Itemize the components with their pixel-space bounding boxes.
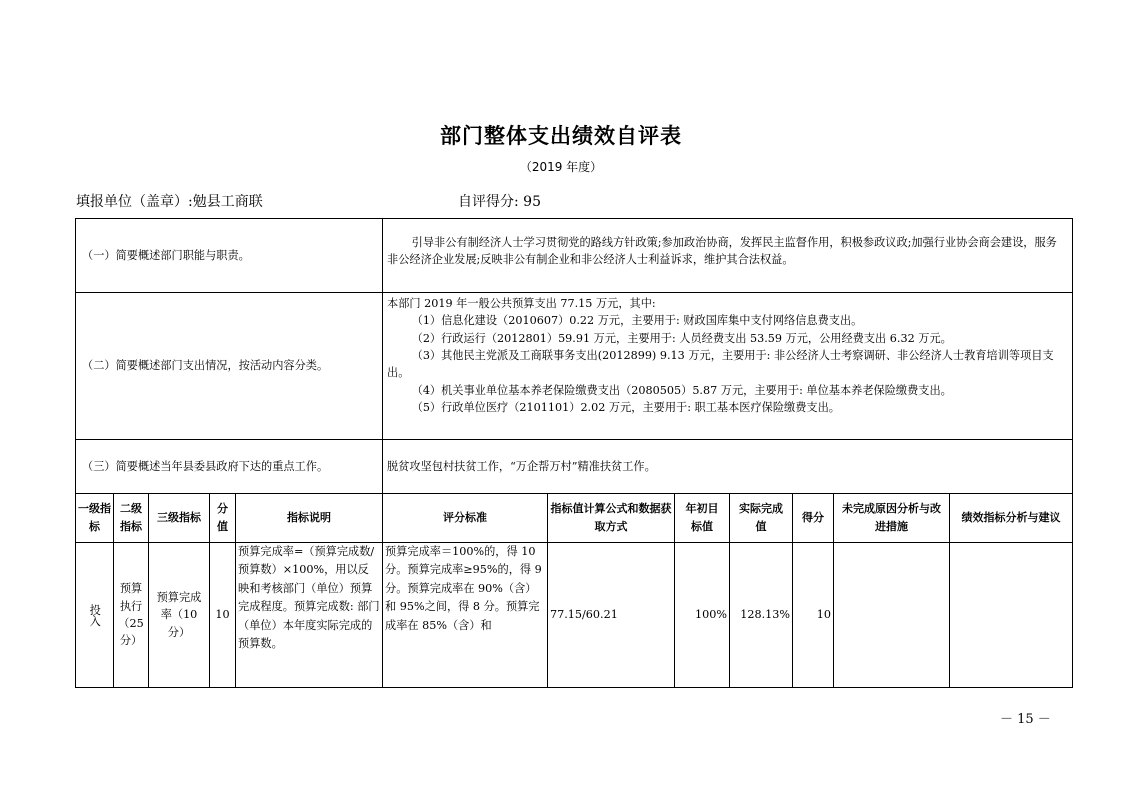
cell-analysis (950, 543, 1073, 688)
cell-score: 10 (793, 543, 834, 688)
header-description: 指标说明 (236, 494, 383, 543)
cell-level3: 预算完成率（10分） (149, 543, 210, 688)
header-weight: 分值 (210, 494, 236, 543)
evaluation-table (75, 218, 1073, 688)
formula-text: 77.15/60.21 (550, 608, 618, 622)
section-2-label: （二）简要概述部门支出情况，按活动内容分类。 (76, 293, 383, 440)
section-1-label: （一）简要概述部门职能与职责。 (76, 219, 383, 293)
header-level2: 二级指标 (114, 494, 149, 543)
cell-criteria: 预算完成率＝100%的，得 10 分。预算完成率≥95%的，得 9 分。预算完成率在 90%（含）和 95%之间，得 8 分。预算完成率在 85%（含）和 (383, 543, 548, 688)
section-3-content (383, 440, 1073, 494)
header-analysis: 绩效指标分析与建议 (950, 494, 1073, 543)
header-formula: 指标值计算公式和数据获取方式 (548, 494, 675, 543)
cell-reason (834, 543, 950, 688)
header-score: 得分 (793, 494, 834, 543)
page-number: － 15 － (1000, 712, 1051, 727)
cell-actual: 128.13% (730, 543, 793, 688)
page-title: 部门整体支出绩效自评表 (440, 124, 682, 148)
section-2-line: （5）行政单位医疗（2101101）2.02 万元，主要用于: 职工基本医疗保险缴费支出。 (411, 401, 840, 415)
cell-formula (548, 543, 675, 688)
section-3-label: （三）简要概述当年县委县政府下达的重点工作。 (76, 440, 383, 494)
header-level1: 一级指标 (76, 494, 114, 543)
section-1-content (383, 219, 1073, 293)
section-2-line: 本部门 2019 年一般公共预算支出 77.15 万元，其中: (387, 297, 656, 310)
header-reason: 未完成原因分析与改进措施 (834, 494, 950, 543)
section-2-line: （1）信息化建设（2010607）0.22 万元，主要用于: 财政国库集中支付网络信息费支出。 (411, 314, 863, 328)
header-actual: 实际完成值 (730, 494, 793, 543)
cell-weight: 10 (210, 543, 236, 688)
section-2-line: （3）其他民主党派及工商联事务支出(2012899) 9.13 万元，主要用于: 非公经济人士考察调研、非公经济人士教育培训等项目支出。 (387, 349, 1054, 380)
section-1-text: 引导非公有制经济人士学习贯彻党的路线方针政策;参加政治协商，发挥民主监督作用，积极参政议政;加强行业协会商会建设，服务非公经济企业发展;反映非公有制企业和非公经济人士利益诉求，维护其合法权益。 (387, 236, 1057, 267)
fiscal-year: （2019 年度） (519, 160, 603, 174)
section-2-line: （4）机关事业单位基本养老保险缴费支出（2080505）5.87 万元，主要用于: 单位基本养老保险缴费支出。 (411, 383, 952, 397)
reporting-unit: 填报单位（盖章）:勉县工商联 (76, 194, 263, 210)
cell-level2: 预算执行（25分） (114, 543, 149, 688)
cell-level1 (76, 543, 114, 688)
level1-text: 投入 (88, 603, 102, 627)
section-3-text: 脱贫攻坚包村扶贫工作，“万企帮万村”精准扶贫工作。 (387, 459, 656, 473)
cell-description: 预算完成率=（预算完成数/预算数）×100%，用以反映和考核部门（单位）预算完成程度。预算完成数: 部门（单位）本年度实际完成的预算数。 (236, 543, 383, 688)
header-level3: 三级指标 (149, 494, 210, 543)
self-score: 自评得分: 95 (458, 194, 541, 210)
section-2-content (383, 293, 1073, 440)
header-target: 年初目标值 (675, 494, 730, 543)
header-criteria: 评分标准 (383, 494, 548, 543)
section-2-line: （2）行政运行（2012801）59.91 万元，主要用于: 人员经费支出 53.59 万元，公用经费支出 6.32 万元。 (411, 331, 952, 345)
cell-target: 100% (675, 543, 730, 688)
